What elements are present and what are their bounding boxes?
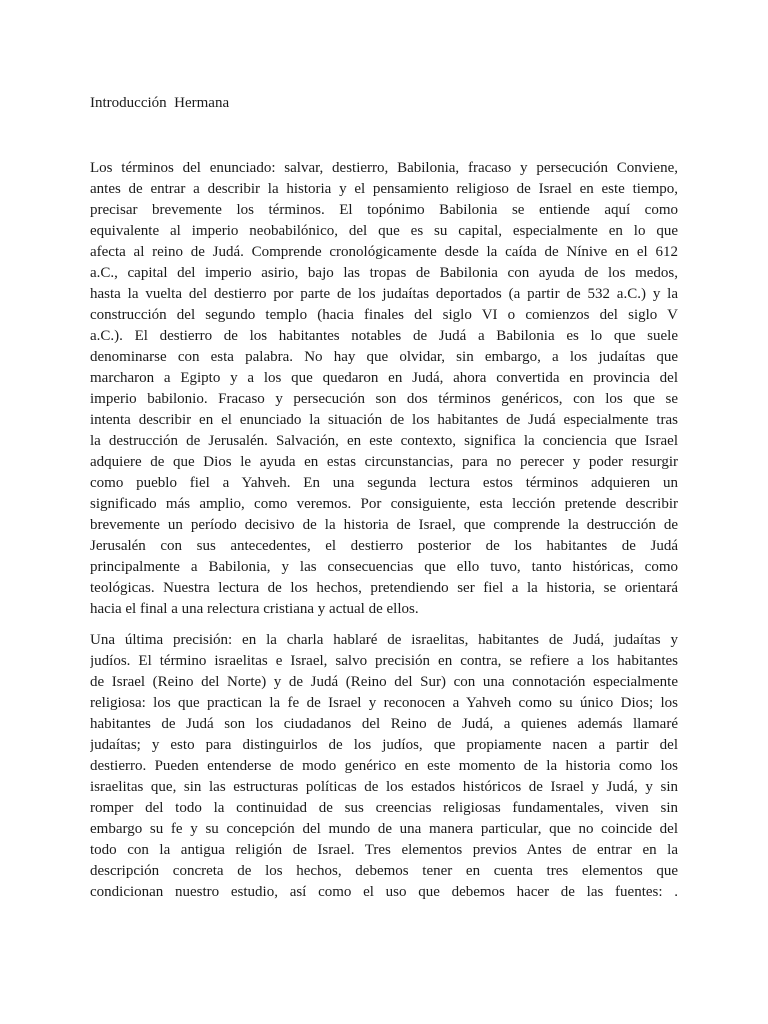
text-line: precisar brevemente los términos. El topónimo Babilonia se entiende aquí como [90,202,678,218]
text-line: denominarse con esta palabra. No hay que olvidar, sin embargo, a los judaítas que [90,349,678,365]
text-line: religiosa: los que practican la fe de Israel y reconocen a Yahveh como su único Dios; los [90,695,678,711]
document-title: Introducción Hermana [90,95,230,111]
text-line: hasta la vuelta del destierro por parte de los judaítas deportados (a partir de 532 a.C.) y la [90,286,678,302]
text-line: intenta describir en el enunciado la situación de los habitantes de Judá especialmente tras [90,412,678,428]
text-line: condicionan nuestro estudio, así como el uso que debemos hacer de las fuentes: . [90,884,678,900]
text-line: Los términos del enunciado: salvar, destierro, Babilonia, fracaso y persecución Conviene, [90,160,678,176]
text-line: habitantes de Judá son los ciudadanos del Reino de Judá, a quienes además llamaré [90,716,678,732]
text-line: imperio babilonio. Fracaso y persecución son dos términos genéricos, con los que se [90,391,678,407]
text-line: equivalente al imperio neobabilónico, del que es su capital, especialmente en lo que [90,223,678,239]
text-line: teológicas. Nuestra lectura de los hechos, pretendiendo ser fiel a la historia, se orientará [90,580,678,596]
text-line: Una última precisión: en la charla hablaré de israelitas, habitantes de Judá, judaítas y [90,632,678,648]
text-line: a.C., capital del imperio asirio, bajo las tropas de Babilonia con ayuda de los medos, [90,265,678,281]
text-line: de Israel (Reino del Norte) y de Judá (Reino del Sur) con una connotación especialmente [90,674,678,690]
text-line: antes de entrar a describir la historia y el pensamiento religioso de Israel en este tiempo, [90,181,678,197]
text-line: marcharon a Egipto y a los que quedaron en Judá, ahora convertida en provincia del [90,370,678,386]
text-line: brevemente un período decisivo de la historia de Israel, que comprende la destrucción de [90,517,678,533]
text-line: adquiere de que Dios le ayuda en estas circunstancias, para no perecer y poder resurgir [90,454,678,470]
text-line: embargo su fe y su concepción del mundo de una manera particular, que no coincide del [90,821,678,837]
text-line: significado más amplio, como veremos. Por consiguiente, esta lección pretende describir [90,496,678,512]
text-line: judaítas; y esto para distinguirlos de los judíos, que propiamente nacen a partir del [90,737,678,753]
text-line: romper del todo la continuidad de sus creencias religiosas fundamentales, viven sin [90,800,678,816]
text-line: destierro. Pueden entenderse de modo genérico en este momento de la historia como los [90,758,678,774]
text-line: Jerusalén con sus antecedentes, el destierro posterior de los habitantes de Judá [90,538,678,554]
text-line: principalmente a Babilonia, y las consecuencias que ello tuvo, tanto históricas, como [90,559,678,575]
paragraph [90,158,678,620]
text-line: construcción del segundo templo (hacia finales del siglo VI o comienzos del siglo V [90,307,678,323]
text-line: descripción concreta de los hechos, debemos tener en cuenta tres elementos que [90,863,678,879]
paragraph [90,630,678,903]
text-line: como pueblo fiel a Yahveh. En una segunda lectura estos términos adquieren un [90,475,678,491]
text-line: judíos. El término israelitas e Israel, salvo precisión en contra, se refiere a los habitantes [90,653,678,669]
text-line: la destrucción de Jerusalén. Salvación, en este contexto, significa la conciencia que Israel [90,433,678,449]
text-line: hacia el final a una relectura cristiana y actual de ellos. [90,601,419,617]
text-line: a.C.). El destierro de los habitantes notables de Judá a Babilonia es lo que suele [90,328,678,344]
text-line: afecta al reino de Judá. Comprende cronológicamente desde la caída de Nínive en el 612 [90,244,678,260]
text-line: todo con la antigua religión de Israel. Tres elementos previos Antes de entrar en la [90,842,678,858]
text-line: israelitas que, sin las estructuras políticas de los estados históricos de Israel y Judá, y sin [90,779,678,795]
